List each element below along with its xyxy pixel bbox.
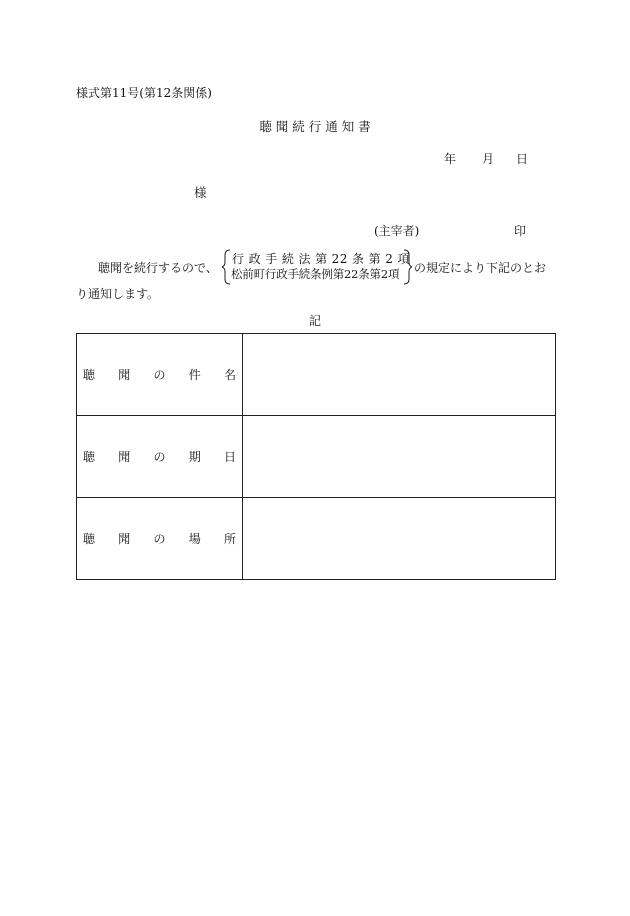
row-label-hearing-place: 聴 聞 の 場 所: [77, 498, 243, 580]
hearing-details-table: [76, 333, 556, 580]
row-label-hearing-date: 聴 聞 の 期 日: [77, 416, 243, 498]
row-value-hearing-date: [243, 416, 556, 498]
date-line: [444, 150, 528, 167]
date-day: 日: [516, 152, 529, 166]
body-second-line: り通知します。: [76, 287, 160, 301]
law-option-administrative-procedure-act: 行 政 手 続 法 第 22 条 第 2 項: [232, 252, 410, 266]
law-option-town-ordinance: 松前町行政手続条例第22条第2項: [231, 267, 400, 281]
table-row: [77, 334, 556, 416]
body-lead-text: 聴聞を続行するので、: [98, 261, 218, 275]
addressee-suffix: 様: [194, 185, 207, 200]
row-value-hearing-subject: [243, 334, 556, 416]
date-month: 月: [482, 152, 495, 166]
form-number: 様式第11号(第12条関係): [76, 86, 212, 100]
date-year: 年: [444, 152, 457, 166]
table-row: [77, 498, 556, 580]
document-title: 聴 聞 続 行 通 知 書: [259, 119, 371, 134]
table-row: [77, 416, 556, 498]
sender-label: (主宰者): [374, 224, 420, 238]
row-value-hearing-place: [243, 498, 556, 580]
seal-mark: 印: [514, 224, 527, 238]
body-tail-text: の規定により下記のとお: [414, 261, 547, 275]
row-label-hearing-subject: 聴 聞 の 件 名: [77, 334, 243, 416]
ki-heading: 記: [308, 314, 321, 328]
